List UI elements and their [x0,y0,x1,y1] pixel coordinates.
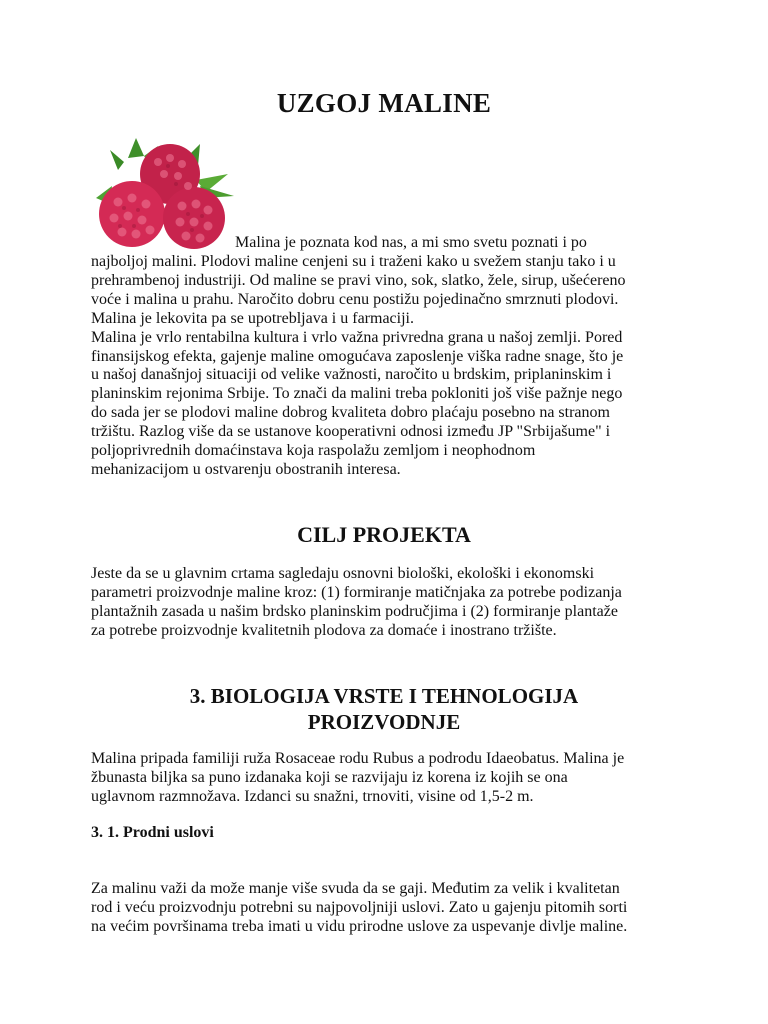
text-line: za potrebe proizvodnje kvalitetnih plodova za domaće i inostrano tržište. [91,621,557,639]
text-line: do sada jer se plodovi maline dobrog kvaliteta dobro plaćaju posebno na stranom [91,404,610,422]
text-line: Malina je lekovita pa se upotrebljava i u farmaciji. [91,309,414,327]
subsection-title-conditions: 3. 1. Prodni uslovi [91,824,214,841]
text-line: planinskim rejonima Srbije. To znači da malini treba pokloniti još više pažnje nego [91,385,623,403]
section-title-line: PROIZVODNJE [307,710,461,734]
goal-paragraph [91,565,681,641]
text-line: mehanizacijom u ostvarenju obostranih interesa. [91,460,401,478]
section-title-biology [0,683,768,735]
text-line: Malina pripada familiji ruža Rosaceae rodu Rubus a podrodu Idaeobatus. Malina je [91,750,625,767]
text-line: finansijskog efekta, gajenje maline omogućava zaposlenje viška radne snage, što je [91,347,624,365]
text-line: plantažnih zasada u našim brdsko planinskim područjima i (2) formiranje plantaže [91,602,618,620]
text-line: na većim površinama treba imati u vidu prirodne uslove za uspevanje divlje maline. [91,917,628,935]
text-line: poljoprivrednih domaćinstava koja raspolažu zemljom i neophodnom [91,442,536,460]
text-line: Jeste da se u glavnim crtama sagledaju osnovni biološki, ekološki i ekonomski [91,565,595,582]
text-line: najboljoj malini. Plodovi maline cenjeni su i traženi kako u svežem stanju tako i u [91,253,616,270]
raspberry-image [88,136,236,254]
text-line: rod i veću proizvodnju potrebni su najpovoljniji uslovi. Zato u gajenju pitomih sorti [91,898,628,916]
text-line: žbunasta biljka sa puno izdanaka koji se razvijaju iz korena iz kojih se ona [91,768,568,786]
text-line: uglavnom razmnožava. Izdanci su snažni, trnoviti, visine od 1,5-2 m. [91,787,534,805]
text-line: voće i malina u prahu. Naročito dobru cenu postižu pojedinačno smrznuti plodovi. [91,290,619,308]
text-line: Malina je vrlo rentabilna kultura i vrlo važna privredna grana u našoj zemlji. Pored [91,328,623,346]
text-line: parametri proizvodnje maline kroz: (1) formiranje matičnjaka za potrebe podizanja [91,583,622,601]
text-line: Za malinu važi da može manje više svuda da se gaji. Međutim za velik i kvalitetan [91,880,620,897]
conditions-paragraph [91,880,681,937]
intro-paragraph [91,253,681,480]
section-title-line: 3. BIOLOGIJA VRSTE I TEHNOLOGIJA [189,684,579,708]
biology-paragraph [91,750,681,807]
intro-first-line: Malina je poznata kod nas, a mi smo svetu poznati i po [235,234,587,251]
text-line: u našoj današnjoj situaciji od velike važnosti, naročito u brdskim, priplaninskim i [91,366,612,384]
section-title-goal: CILJ PROJEKTA [297,522,471,547]
text-line: tržištu. Razlog više da se ustanove kooperativni odnosi između JP "Srbijašume" i [91,423,611,441]
text-line: prehrambenoj industriji. Od maline se pravi vino, sok, slatko, žele, sirup, ušećereno [91,271,626,289]
document-title: UZGOJ MALINE [276,88,492,118]
